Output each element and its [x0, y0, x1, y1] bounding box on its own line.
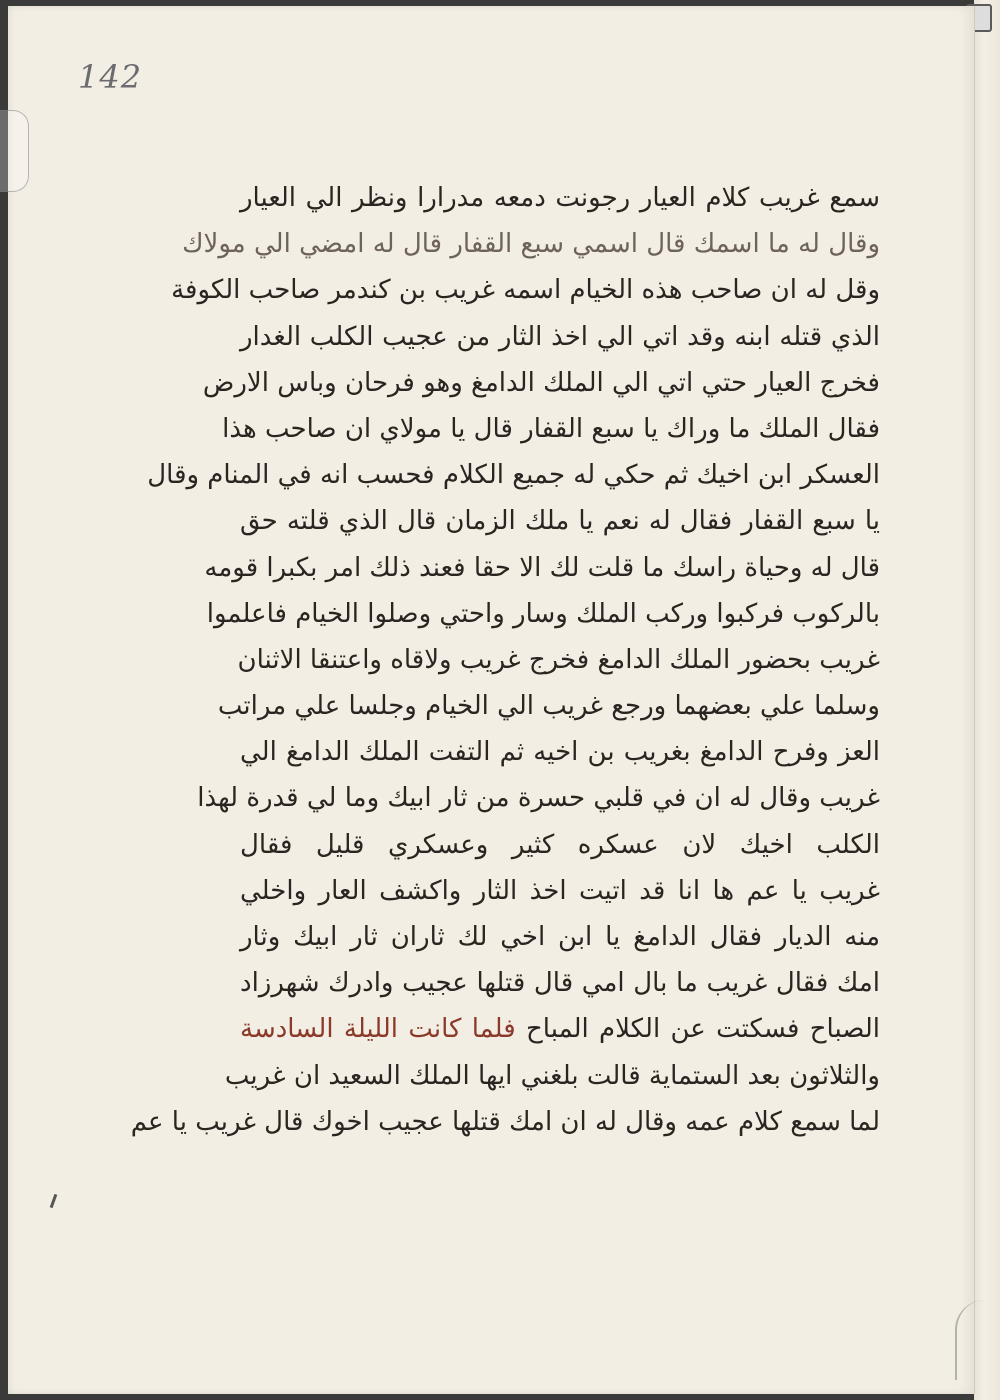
text-line: [240, 1006, 880, 1052]
text-line: [240, 914, 880, 960]
line-segment: غريب يا عم ها انا قد اتيت اخذ الثار واكشف العار واخلي: [240, 875, 880, 906]
page-tab-edge: [0, 110, 29, 192]
line-segment: والثلاثون بعد الستماية قالت بلغني ايها الملك السعيد ان غريب: [224, 1060, 880, 1091]
rubric-text: فلما كانت الليلة السادسة: [240, 1014, 516, 1045]
text-line: [237, 637, 880, 683]
text-line: [147, 452, 880, 498]
text-line: [240, 822, 880, 868]
line-segment: سمع غريب كلام العيار رجونت دمعه مدرارا ونظر الي العيار: [240, 183, 880, 213]
text-line: [202, 360, 880, 406]
line-segment: فقال الملك ما وراك يا سبع القفار قال يا مولاي ان صاحب هذا: [222, 413, 880, 444]
line-segment: امك فقال غريب ما بال امي قال قتلها عجيب وادرك شهرزاد: [240, 968, 880, 999]
folio-number: 142: [78, 58, 143, 96]
line-segment: غريب وقال له ان في قلبي حسرة من ثار ابيك وما لي قدرة لهذا: [197, 783, 880, 814]
line-segment: يا سبع القفار فقال له نعم يا ملك الزمان قال الذي قلته حق: [240, 506, 880, 537]
text-line: [182, 221, 880, 267]
line-segment: الكلب اخيك لان عسكره كثير وعسكري قليل فقال: [240, 829, 880, 860]
line-segment: العز وفرح الدامغ بغريب بن اخيه ثم التفت الملك الدامغ الي: [240, 737, 880, 768]
text-line: [240, 868, 880, 914]
line-segment: فخرج العيار حتي اتي الي الملك الدامغ وهو فرحان وباس الارض: [202, 367, 880, 398]
text-line: [240, 960, 880, 1006]
text-line: [240, 314, 880, 360]
ink-mark: [50, 1194, 58, 1208]
line-segment: لما سمع كلام عمه وقال له ان امك قتلها عجيب اخوك قال غريب يا عم: [130, 1106, 880, 1137]
line-segment: قال له وحياة راسك ما قلت لك الا حقا فعند ذلك امر بكبرا قومه: [204, 552, 880, 583]
line-segment: غريب بحضور الملك الدامغ فخرج غريب ولاقاه واعتنقا الاثنان: [237, 644, 880, 675]
text-line: [240, 729, 880, 775]
line-segment: الذي قتله ابنه وقد اتي الي اخذ الثار من عجيب الكلب الغدار: [240, 321, 880, 352]
text-line: [224, 1053, 880, 1099]
text-line: [240, 175, 880, 221]
line-segment: بالركوب فركبوا وركب الملك وسار واحتي وصلوا الخيام فاعلموا: [206, 598, 880, 629]
page-curl: [955, 1300, 997, 1380]
text-line: [197, 775, 880, 821]
line-segment: منه الديار فقال الدامغ يا ابن اخي لك ثاران ثار ابيك وثار: [240, 922, 880, 952]
line-segment: وسلما علي بعضهما ورجع غريب الي الخيام وجلسا علي مراتب: [217, 691, 880, 722]
line-segment: وقال له ما اسمك قال اسمي سبع القفار قال له امضي الي مولاك: [182, 229, 880, 260]
manuscript-text-block: [130, 175, 880, 1145]
text-line: [240, 498, 880, 544]
line-segment: وقل له ان صاحب هذه الخيام اسمه غريب بن كندمر صاحب الكوفة: [171, 275, 880, 306]
text-line: [206, 591, 880, 637]
text-line: [217, 683, 880, 729]
text-line: [130, 1099, 880, 1145]
page-gutter: [974, 0, 1000, 1400]
line-segment: الصباح فسكتت عن الكلام المباح: [515, 1014, 880, 1045]
text-line: [222, 406, 880, 452]
text-line: [204, 545, 880, 591]
text-line: [171, 267, 880, 313]
line-segment: العسكر ابن اخيك ثم حكي له جميع الكلام فحسب انه في المنام وقال: [147, 460, 880, 491]
